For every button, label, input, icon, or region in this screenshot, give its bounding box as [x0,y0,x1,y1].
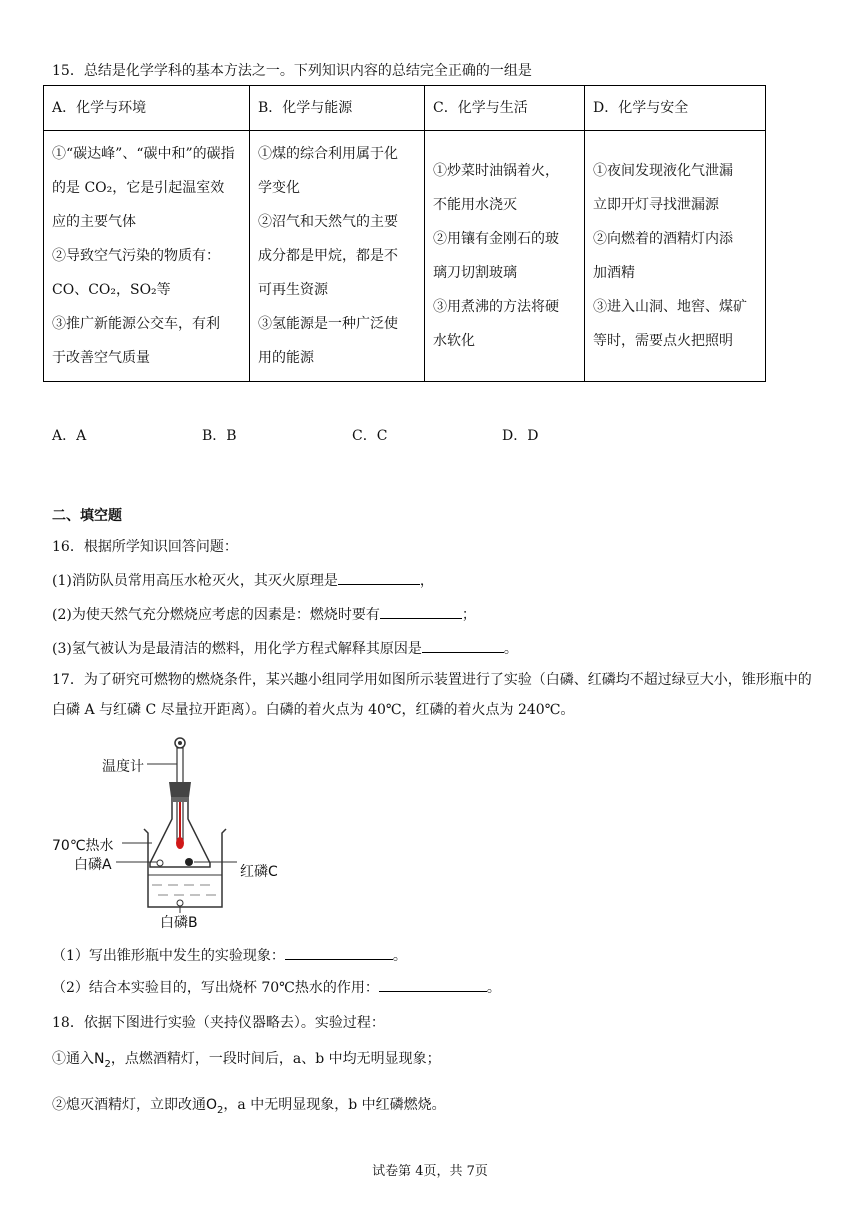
answer-blank[interactable] [379,977,487,992]
choice-a[interactable]: A．A [52,428,87,444]
q17-p2-text: （2）结合本实验目的，写出烧杯 70℃热水的作用： [52,980,379,996]
q16-p1-text: (1)消防队员常用高压水枪灭火，其灭火原理是 [52,573,338,589]
question-16-part-3 [52,638,518,658]
column-header-b: B．化学与能源 [250,86,425,131]
cell-line: ②用镶有金刚石的玻 [433,231,559,247]
cell-line: 不能用水浇灭 [433,197,517,213]
cell-line: 加酒精 [593,265,635,281]
q16-p3-end: 。 [503,641,518,657]
question-17-part-1 [52,945,407,965]
cell-line: 立即开灯寻找泄漏源 [593,197,719,213]
apparatus-diagram [52,735,292,930]
section-title: 二、填空题 [52,508,122,524]
question-15-stem: 15．总结是化学学科的基本方法之一。下列知识内容的总结完全正确的一组是 [52,63,532,79]
cell-line: ①夜间发现液化气泄漏 [593,163,733,179]
cell-line: 璃刀切割玻璃 [433,265,517,281]
q18-s1-text-a: ①通入 [52,1051,94,1067]
cell-line: ③进入山洞、地窖、煤矿 [593,299,747,315]
label-red-phosphorus-c: 红磷C [240,864,278,880]
combustion-apparatus-figure [52,735,292,930]
cell-line: ②导致空气污染的物质有： [52,248,220,264]
question-18-step-1 [52,1048,441,1070]
column-body-c [425,131,585,382]
cell-line: 等时，需要点火把照明 [593,333,733,349]
cell-line: ③推广新能源公交车，有利 [52,316,220,332]
question-15-choices [52,425,652,445]
label-hot-water: 70℃热水 [52,838,114,854]
q16-p1-end: ， [419,573,434,589]
question-17-part-2 [52,977,501,997]
cell-line: ①煤的综合利用属于化 [258,146,398,162]
cell-line: ②沼气和天然气的主要 [258,214,398,230]
column-header-a: A．化学与环境 [44,86,250,131]
oxygen-formula: $O_2$ [206,1097,224,1116]
cell-line: 可再生资源 [258,282,328,298]
label-white-phosphorus-b: 白磷B [160,915,198,931]
cell-line: ③氢能源是一种广泛使 [258,316,398,332]
q17-p1-end: 。 [392,948,407,964]
cell-line: 用的能源 [258,350,314,366]
answer-blank[interactable] [338,570,420,585]
label-white-phosphorus-a: 白磷A [74,857,112,873]
q16-p2-end: ； [461,607,476,623]
q17-p1-text: （1）写出锥形瓶中发生的实验现象： [52,948,285,964]
choice-c[interactable]: C．C [352,428,388,444]
cell-line: ②向燃着的酒精灯内添 [593,231,733,247]
q17-p2-end: 。 [486,980,501,996]
column-header-c: C．化学与生活 [425,86,585,131]
cell-line: 学变化 [258,180,300,196]
cell-line: 应的主要气体 [52,214,136,230]
answer-blank[interactable] [380,604,462,619]
question-18-stem: 18．依据下图进行实验（夹持仪器略去）。实验过程： [52,1015,385,1031]
q18-s2-text-b: ，a 中无明显现象，b 中红磷燃烧。 [223,1097,446,1113]
q16-p3-text: (3)氢气被认为是最清洁的燃料，用化学方程式解释其原因是 [52,641,422,657]
question-16-part-2 [52,604,476,624]
question-16-part-1 [52,570,434,590]
label-thermometer: 温度计 [102,759,144,775]
question-16-stem: 16．根据所学知识回答问题： [52,539,238,555]
cell-line: ①“碳达峰”、“碳中和”的碳指 [52,146,235,162]
answer-blank[interactable] [285,945,393,960]
column-header-d: D．化学与安全 [585,86,766,131]
column-body-d [585,131,766,382]
column-body-a [44,131,250,382]
cell-line: 于改善空气质量 [52,350,150,366]
cell-line: ①炒菜时油锅着火， [433,163,559,179]
summary-table [43,85,766,382]
nitrogen-formula: $N_2$ [94,1051,111,1070]
choice-b[interactable]: B．B [202,428,237,444]
page-footer: 试卷第 4页，共 7页 [372,1164,488,1179]
q16-p2-text: (2)为使天然气充分燃烧应考虑的因素是：燃烧时要有 [52,607,380,623]
cell-line: ③用煮沸的方法将硬 [433,299,559,315]
q18-s1-text-b: ，点燃酒精灯，一段时间后，a、b 中均无明显现象； [110,1051,441,1067]
cell-line: 的是 CO₂，它是引起温室效 [52,180,225,196]
choice-d[interactable]: D．D [502,428,539,444]
cell-line: CO、CO₂，SO₂等 [52,282,171,298]
column-body-b [250,131,425,382]
answer-blank[interactable] [422,638,504,653]
question-17-stem: 17．为了研究可燃物的燃烧条件，某兴趣小组同学用如图所示装置进行了实验（白磷、红磷均不超过绿豆大小，锥形瓶中的白磷 A 与红磷 C 尽量拉开距离）。白磷的着火点为 40℃，红磷的着火点为 240℃。 [52,672,812,718]
question-18-step-2 [52,1094,446,1116]
cell-line: 成分都是甲烷，都是不 [258,248,398,264]
cell-line: 水软化 [433,333,475,349]
q18-s2-text-a: ②熄灭酒精灯，立即改通 [52,1097,206,1113]
